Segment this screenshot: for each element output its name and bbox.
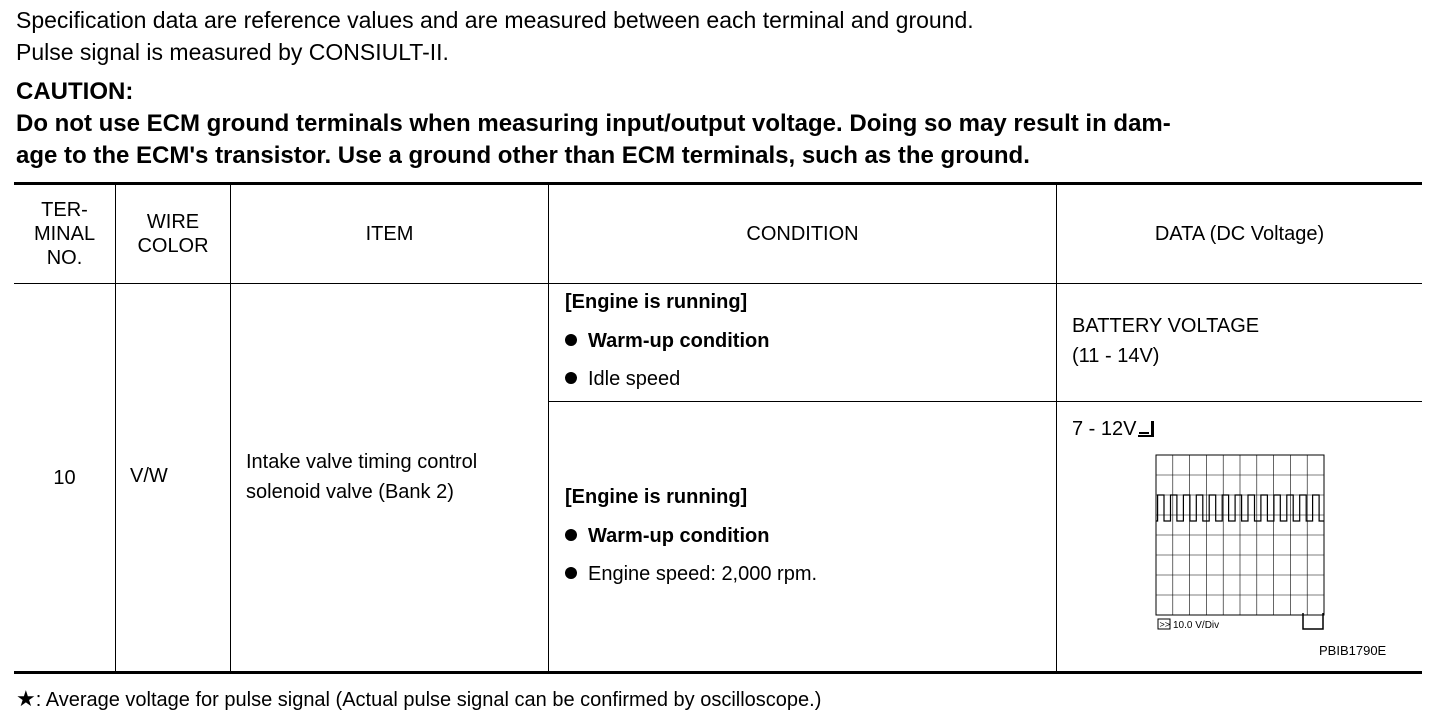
bullet-icon	[565, 529, 577, 541]
cond2-bullet-1	[565, 524, 769, 548]
figure-code: PBIB1790E	[1319, 643, 1387, 658]
caution-line-2: age to the ECM's transistor. Use a ground other than ECM terminals, such as the ground.	[16, 142, 1030, 169]
terminal-table	[14, 182, 1422, 674]
bullet-icon	[565, 334, 577, 346]
data1-line-2: (11 - 14V)	[1072, 345, 1160, 367]
intro-line-1: Specification data are reference values and are measured between each terminal and ground.	[16, 7, 974, 33]
cond2-title: [Engine is running]	[565, 486, 748, 508]
footnote-text: : Average voltage for pulse signal (Actual pulse signal can be confirmed by oscilloscope.)	[35, 689, 822, 711]
header-terminal-line-2: MINAL	[33, 223, 96, 245]
data1-line-1: BATTERY VOLTAGE	[1072, 315, 1260, 337]
intro-line-2: Pulse signal is measured by CONSIULT-II.	[16, 39, 449, 65]
cond1-bullet-2	[565, 367, 680, 391]
cond2-bullet-2	[565, 562, 817, 586]
cond1-bullet-1-text: Warm-up condition	[588, 330, 770, 352]
star-mark-icon	[1137, 419, 1159, 439]
cond1-title: [Engine is running]	[565, 291, 748, 313]
header-condition: CONDITION	[746, 223, 859, 245]
header-wire-color	[116, 185, 230, 283]
cond2-bullet-2-text: Engine speed: 2,000 rpm.	[588, 563, 818, 585]
header-terminal	[14, 185, 115, 283]
caution-line-1: Do not use ECM ground terminals when measuring input/output voltage. Doing so may result in dam-	[16, 110, 1171, 137]
item-line-2: solenoid valve (Bank 2)	[246, 481, 454, 503]
header-terminal-line-1: TER-	[41, 199, 88, 221]
footnote	[16, 684, 821, 715]
header-item: ITEM	[365, 223, 414, 245]
table-bottom-rule	[14, 671, 1422, 674]
header-terminal-line-3: NO.	[46, 247, 83, 269]
header-data: DATA (DC Voltage)	[1154, 223, 1325, 245]
scope-grid	[1156, 455, 1324, 615]
bullet-icon	[565, 372, 577, 384]
row-divider	[548, 401, 1422, 402]
header-wire-line-2: COLOR	[137, 235, 209, 257]
star-icon: ★	[16, 686, 36, 711]
cond2-bullet-1-text: Warm-up condition	[588, 525, 770, 547]
cond1-bullet-1	[565, 329, 769, 353]
scope-scale: 10.0 V/Div	[1173, 620, 1220, 631]
data2-value	[1072, 417, 1159, 441]
wire-color: V/W	[130, 465, 168, 487]
caution-heading: CAUTION:	[16, 78, 134, 105]
header-divider	[14, 283, 1422, 284]
bullet-icon	[565, 567, 577, 579]
terminal-number: 10	[53, 466, 76, 489]
data2-value-text: 7 - 12V	[1072, 418, 1137, 440]
cond1-bullet-2-text: Idle speed	[588, 368, 681, 390]
scope-marker-glyph: >>	[1159, 619, 1171, 630]
header-wire-line-1: WIRE	[146, 211, 200, 233]
oscilloscope-waveform	[1155, 453, 1325, 635]
item-line-1: Intake valve timing control	[246, 451, 478, 473]
